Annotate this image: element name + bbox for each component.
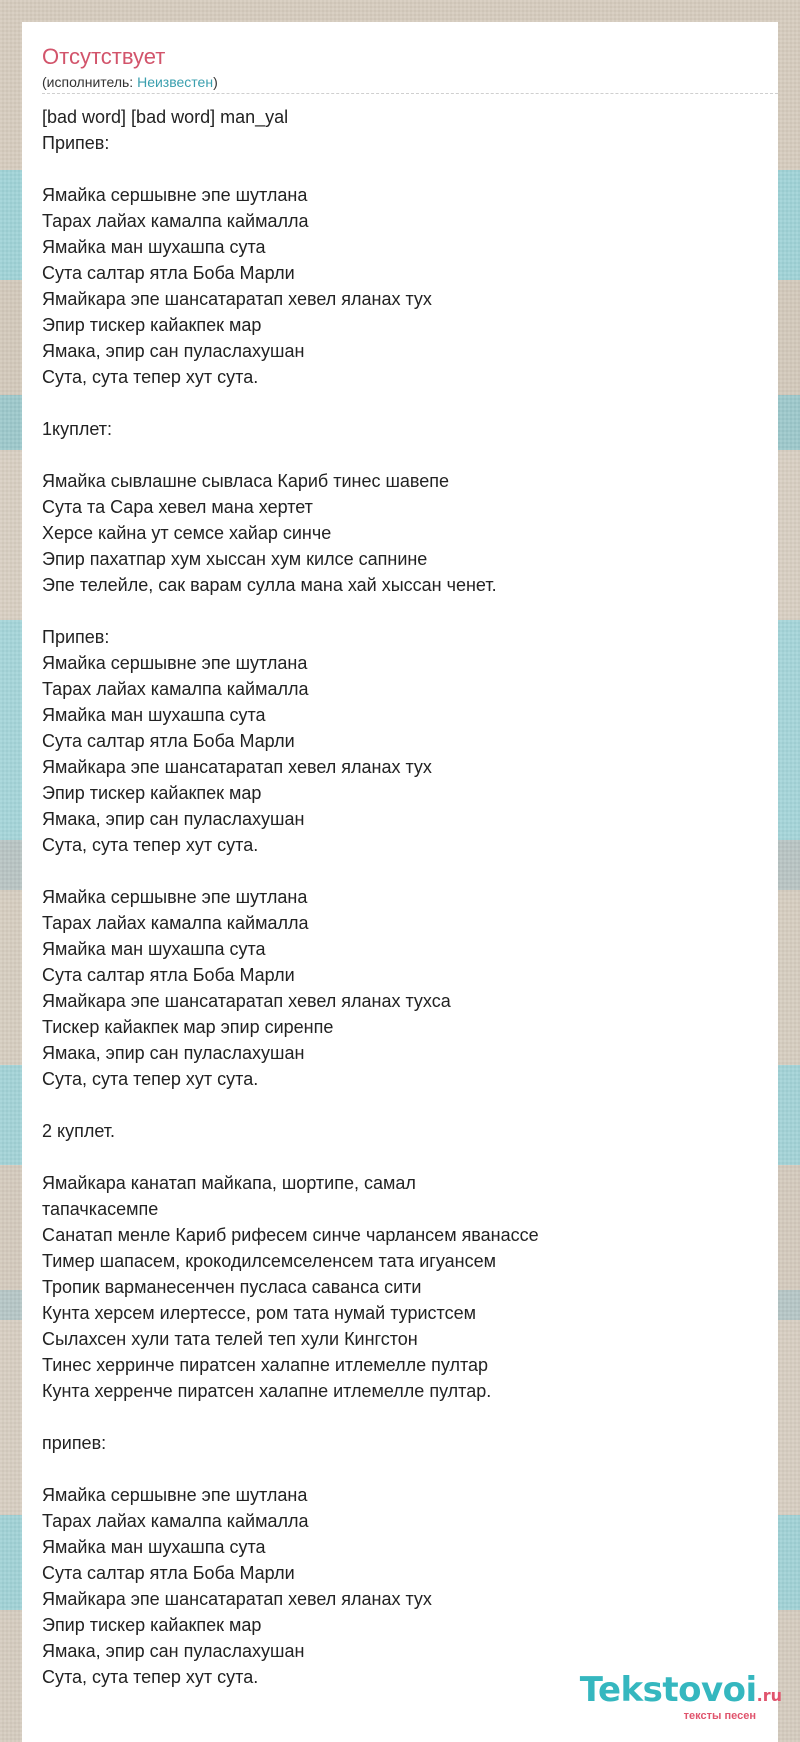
lyric-line: Кунта херренче пиратсен халапне итлемелле пултар. [42,1381,492,1401]
logo-name: Tekstovoi [579,1670,757,1710]
lyric-line: Эпир тискер кайакпек мар [42,1615,262,1635]
lyric-line: Сылахсен хули тата телей теп хули Кингстон [42,1329,418,1349]
lyric-line: Тарах лайах камалпа каймалла [42,1511,309,1531]
lyric-line: Ямайкара эпе шансатаратап хевел яланах тух [42,289,432,309]
lyric-line: Эпир тискер кайакпек мар [42,783,262,803]
lyric-line: Тарах лайах камалпа каймалла [42,211,309,231]
lyric-line: Ямайка сершывне эпе шутлана [42,1485,308,1505]
lyric-line: Ямайка ман шухашпа сута [42,237,266,257]
lyric-line: Ямайкара эпе шансатаратап хевел яланах тухса [42,991,451,1011]
lyric-line: Тискер кайакпек мар эпир сиренпе [42,1017,334,1037]
lyric-line: Припев: [42,627,110,647]
lyric-line: Сута, сута тепер хут сута. [42,1069,259,1089]
lyric-line: Ямака, эпир сан пуласлахушан [42,1043,305,1063]
lyric-line: Тарах лайах камалпа каймалла [42,679,309,699]
lyric-line: Тарах лайах камалпа каймалла [42,913,309,933]
lyric-line: Эпе телейле, сак варам сулла мана хай хыссан ченет. [42,575,497,595]
lyric-line: Сута та Сара хевел мана хертет [42,497,313,517]
lyric-line: Ямака, эпир сан пуласлахушан [42,809,305,829]
logo-tagline: тексты песен [683,1710,756,1722]
artist-line [42,74,218,90]
lyric-line [42,598,762,624]
lyric-line: Сута салтар ятла Боба Марли [42,965,295,985]
lyric-line: Ямайкара канатап майкапа, шортипе, самал [42,1173,416,1193]
lyric-line: Сута салтар ятла Боба Марли [42,263,295,283]
artist-suffix: ) [213,74,218,90]
lyric-line: Ямайкара эпе шансатаратап хевел яланах тух [42,1589,432,1609]
lyric-line [42,1092,762,1118]
lyric-line [42,1456,762,1482]
lyric-line: Тропик варманесенчен пусласа саванса сити [42,1277,422,1297]
lyrics-text [42,104,762,1690]
lyric-line: Эпир тискер кайакпек мар [42,315,262,335]
lyric-line: Ямайка ман шухашпа сута [42,939,266,959]
lyric-line: Тинес херринче пиратсен халапне итлемелле пултар [42,1355,489,1375]
lyric-line: Ямайкара эпе шансатаратап хевел яланах тух [42,757,432,777]
lyric-line: Ямайка сершывне эпе шутлана [42,887,308,907]
lyric-line [42,442,762,468]
lyric-line: Ямайка ман шухашпа сута [42,705,266,725]
lyric-line: Сута салтар ятла Боба Марли [42,1563,295,1583]
lyric-line: Херсе кайна ут семсе хайар синче [42,523,332,543]
lyric-line [42,156,762,182]
lyric-line: Тимер шапасем, крокодилсемселенсем тата игуансем [42,1251,497,1271]
lyric-line: тапачкасемпе [42,1199,159,1219]
lyric-line: 1куплет: [42,419,112,439]
lyrics-card [22,22,778,1742]
lyric-line: Ямайка ман шухашпа сута [42,1537,266,1557]
lyric-line: Сута, сута тепер хут сута. [42,835,259,855]
header-divider [42,93,778,94]
logo-tld: .ru [756,1686,782,1705]
lyric-line [42,1404,762,1430]
site-logo[interactable] [580,1672,782,1722]
artist-link[interactable]: Неизвестен [137,74,214,90]
song-title: Отсутствует [42,44,166,69]
lyric-line: Ямака, эпир сан пуласлахушан [42,1641,305,1661]
lyric-line: Эпир пахатпар хум хыссан хум килсе сапнине [42,549,428,569]
lyric-line: Припев: [42,133,110,153]
lyric-line [42,858,762,884]
lyric-line: Ямака, эпир сан пуласлахушан [42,341,305,361]
lyric-line: Санатап менле Кариб рифесем синче чарлансем яванассе [42,1225,539,1245]
lyric-line: Сута салтар ятла Боба Марли [42,731,295,751]
lyric-line: Кунта херсем илертессе, ром тата нумай туристсем [42,1303,476,1323]
lyric-line: припев: [42,1433,107,1453]
logo-wordmark [580,1672,782,1714]
lyric-line [42,390,762,416]
lyric-line: [bad word] [bad word] man_yal [42,107,289,127]
lyric-line: Ямайка сершывне эпе шутлана [42,653,308,673]
lyric-line: Ямайка сывлашне сывласа Кариб тинес шавепе [42,471,450,491]
artist-prefix: (исполнитель: [42,74,138,90]
lyric-line: 2 куплет. [42,1121,116,1141]
lyric-line: Ямайка сершывне эпе шутлана [42,185,308,205]
lyric-line: Сута, сута тепер хут сута. [42,367,259,387]
lyric-line [42,1144,762,1170]
lyric-line: Сута, сута тепер хут сута. [42,1667,259,1687]
